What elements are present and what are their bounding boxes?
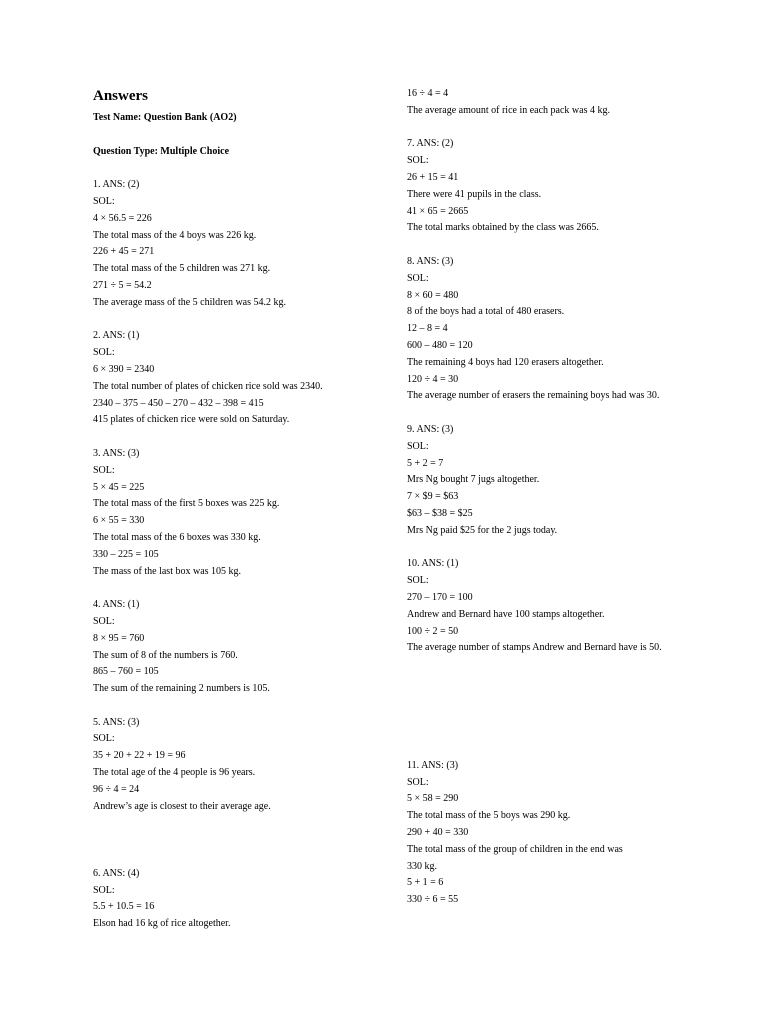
solution-line: 8 × 60 = 480 [407,289,459,301]
answer-key: 11. ANS: (3) [407,759,459,771]
solution-line: 16 ÷ 4 = 4 [407,88,449,99]
solution-line: $63 – $38 = $25 [407,507,473,519]
solution-line: 5 × 45 = 225 [93,481,145,493]
solution-label: SOL: [93,733,115,745]
solution-line: 96 ÷ 4 = 24 [93,783,140,795]
solution-line: The total age of the 4 people is 96 years. [93,767,256,779]
solution-line: 270 – 170 = 100 [407,591,473,603]
solution-line: The total mass of the 4 boys was 226 kg. [93,229,257,241]
solution-label: SOL: [407,776,429,788]
answer-key: 5. ANS: (3) [93,716,140,728]
solution-label: SOL: [407,440,429,452]
solution-line: The mass of the last box was 105 kg. [93,565,242,577]
test-name: Test Name: Question Bank (AO2) [93,112,237,123]
answer-key: 4. ANS: (1) [93,599,140,611]
left-column [93,86,423,933]
solution-line: The total mass of the 6 boxes was 330 kg. [93,531,261,543]
answer-key: 6. ANS: (4) [93,867,140,879]
solution-line: 330 ÷ 6 = 55 [407,894,459,906]
question-6-answer [93,866,423,933]
solution-line: Andrew’s age is closest to their average age. [93,800,271,812]
solution-line: Andrew and Bernard have 100 stamps altogether. [407,608,605,620]
question-6-continued [407,86,737,120]
question-type: Question Type: Multiple Choice [93,145,230,157]
solution-line: Mrs Ng paid $25 for the 2 jugs today. [407,524,558,536]
question-5-answer [93,715,423,816]
answer-key: 1. ANS: (2) [93,179,140,191]
solution-line: 8 of the boys had a total of 480 erasers. [407,306,565,318]
solution-label: SOL: [407,272,429,284]
answer-key: 7. ANS: (2) [407,138,454,150]
solution-line: The remaining 4 boys had 120 erasers altogether. [407,356,604,368]
solution-line: The average number of stamps Andrew and Bernard have is 50. [407,642,662,654]
page-title: Answers [93,88,148,104]
solution-line: 7 × $9 = $63 [407,491,459,503]
solution-line: 330 kg. [407,860,437,872]
solution-line: The average mass of the 5 children was 54.2 kg. [93,296,286,308]
solution-line: The sum of 8 of the numbers is 760. [93,649,238,661]
question-7-answer [407,136,737,237]
solution-line: The average number of erasers the remaining boys had was 30. [407,390,660,402]
right-column [407,86,737,909]
solution-line: The total marks obtained by the class was 2665. [407,222,599,234]
solution-line: 5.5 + 10.5 = 16 [93,901,155,913]
solution-label: SOL: [93,464,115,476]
solution-line: The total number of plates of chicken rice sold was 2340. [93,380,323,392]
question-4-answer [93,597,423,698]
solution-label: SOL: [93,615,115,627]
solution-line: 6 × 390 = 2340 [93,363,155,375]
solution-line: 35 + 20 + 22 + 19 = 96 [93,750,186,762]
solution-line: The total mass of the group of children in the end was [407,843,623,855]
answer-key: 9. ANS: (3) [407,423,454,435]
solution-line: Mrs Ng bought 7 jugs altogether. [407,474,540,486]
solution-line: 2340 – 375 – 450 – 270 – 432 – 398 = 415 [93,397,264,409]
solution-line: 6 × 55 = 330 [93,515,145,527]
question-10-answer [407,556,737,657]
solution-line: 5 + 2 = 7 [407,457,444,469]
solution-line: 865 – 760 = 105 [93,666,159,678]
solution-line: The total mass of the first 5 boxes was 225 kg. [93,498,280,510]
solution-line: 226 + 45 = 271 [93,246,155,258]
solution-line: 5 × 58 = 290 [407,793,459,805]
solution-line: 100 ÷ 2 = 50 [407,625,459,637]
answer-key: 10. ANS: (1) [407,558,459,570]
solution-line: The total mass of the 5 children was 271 kg. [93,263,271,275]
solution-label: SOL: [93,347,115,359]
solution-line: The total mass of the 5 boys was 290 kg. [407,810,571,822]
question-9-answer [407,422,737,540]
solution-line: The average amount of rice in each pack was 4 kg. [407,104,610,116]
solution-label: SOL: [407,155,429,167]
solution-line: 12 – 8 = 4 [407,323,448,335]
solution-label: SOL: [407,575,429,587]
solution-line: 4 × 56.5 = 226 [93,212,152,224]
solution-line: Elson had 16 kg of rice altogether. [93,918,231,930]
solution-line: 5 + 1 = 6 [407,877,444,889]
solution-line: The sum of the remaining 2 numbers is 105. [93,683,270,695]
solution-label: SOL: [93,884,115,896]
solution-line: 290 + 40 = 330 [407,827,469,839]
solution-line: 600 – 480 = 120 [407,339,473,351]
answer-key: 3. ANS: (3) [93,447,140,459]
answer-key: 8. ANS: (3) [407,255,454,267]
question-8-answer [407,254,737,405]
solution-line: 271 ÷ 5 = 54.2 [93,279,152,291]
question-11-answer [407,758,737,909]
question-1-answer [93,177,423,311]
solution-line: 8 × 95 = 760 [93,632,145,644]
answer-key: 2. ANS: (1) [93,330,140,342]
solution-line: 41 × 65 = 2665 [407,205,469,217]
question-2-answer [93,328,423,429]
solution-line: 415 plates of chicken rice were sold on Saturday. [93,414,290,426]
solution-line: 26 + 15 = 41 [407,171,459,183]
solution-line: 120 ÷ 4 = 30 [407,373,459,385]
solution-label: SOL: [93,195,115,207]
question-3-answer [93,446,423,580]
solution-line: There were 41 pupils in the class. [407,188,542,200]
solution-line: 330 – 225 = 105 [93,548,159,560]
